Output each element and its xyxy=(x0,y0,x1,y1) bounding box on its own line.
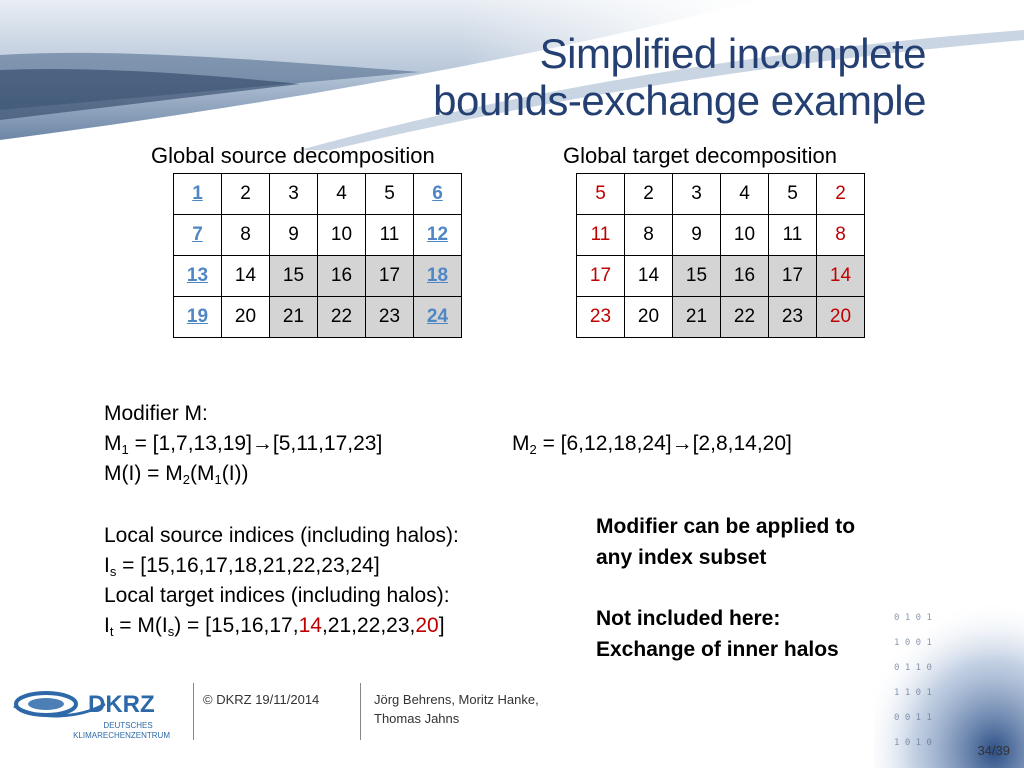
table-cell: 14 xyxy=(222,256,270,297)
table-row xyxy=(174,256,462,297)
table-cell: 5 xyxy=(577,174,625,215)
table-cell: 5 xyxy=(769,174,817,215)
footer-authors: Jörg Behrens, Moritz Hanke, Thomas Jahns xyxy=(374,692,539,726)
table-row xyxy=(577,174,865,215)
table-cell: 24 xyxy=(414,297,462,338)
table-cell: 18 xyxy=(414,256,462,297)
source-decomposition-table xyxy=(173,173,462,338)
page-number: 34/39 xyxy=(977,743,1010,758)
table-cell: 17 xyxy=(577,256,625,297)
target-decomposition-table xyxy=(576,173,865,338)
table-row xyxy=(577,256,865,297)
table-cell: 16 xyxy=(318,256,366,297)
table-cell: 12 xyxy=(414,215,462,256)
table-cell: 13 xyxy=(174,256,222,297)
table-cell: 15 xyxy=(270,256,318,297)
table-cell: 16 xyxy=(721,256,769,297)
svg-text:1 1 0 1: 1 1 0 1 xyxy=(894,688,932,698)
svg-text:0 0 1 1: 0 0 1 1 xyxy=(894,713,932,723)
footer-copyright: © DKRZ 19/11/2014 xyxy=(203,692,320,707)
table-cell: 4 xyxy=(318,174,366,215)
slide-title xyxy=(433,30,926,124)
table-cell: 2 xyxy=(222,174,270,215)
title-line-2: bounds-exchange example xyxy=(433,77,926,124)
modifier-heading: Modifier M: xyxy=(104,402,208,425)
table-cell: 3 xyxy=(270,174,318,215)
table-cell: 5 xyxy=(366,174,414,215)
svg-text:1 0 1 0: 1 0 1 0 xyxy=(894,738,932,748)
table-row xyxy=(174,297,462,338)
table-cell: 8 xyxy=(222,215,270,256)
table-cell: 23 xyxy=(366,297,414,338)
table-cell: 11 xyxy=(577,215,625,256)
table-cell: 8 xyxy=(625,215,673,256)
table-cell: 17 xyxy=(769,256,817,297)
local-indices-block xyxy=(104,521,459,641)
m2-definition: $M_2 = [6,12,18,24]\to[2,8,14,20]$ xyxy=(512,432,792,457)
table-cell: 22 xyxy=(721,297,769,338)
table-cell: 7 xyxy=(174,215,222,256)
table-cell: 4 xyxy=(721,174,769,215)
table-cell: 11 xyxy=(769,215,817,256)
table-cell: 10 xyxy=(318,215,366,256)
local-target-indices: $I_t = M(I_s) = [15,16,17,14,21,22,23,20]$ xyxy=(104,614,445,639)
arrow-icon: → xyxy=(251,432,273,455)
target-caption: Global target decomposition xyxy=(563,143,837,168)
svg-text:0 1 0 1: 0 1 0 1 xyxy=(894,613,932,623)
table-cell: 2 xyxy=(817,174,865,215)
table-cell: 1 xyxy=(174,174,222,215)
footer-divider xyxy=(360,683,361,740)
table-row xyxy=(577,215,865,256)
table-cell: 9 xyxy=(673,215,721,256)
table-cell: 20 xyxy=(222,297,270,338)
table-cell: 2 xyxy=(625,174,673,215)
table-cell: 6 xyxy=(414,174,462,215)
table-cell: 20 xyxy=(625,297,673,338)
modifier-block xyxy=(104,399,382,489)
table-cell: 21 xyxy=(270,297,318,338)
table-cell: 11 xyxy=(366,215,414,256)
local-target-heading: Local target indices (including halos): xyxy=(104,584,450,607)
svg-text:DEUTSCHES: DEUTSCHES xyxy=(103,721,153,730)
table-cell: 3 xyxy=(673,174,721,215)
table-cell: 14 xyxy=(817,256,865,297)
composition-definition: $M(I) = M_2(M_1(I))$ xyxy=(104,462,249,487)
svg-text:0 1 1 0: 0 1 1 0 xyxy=(894,663,932,673)
table-cell: 19 xyxy=(174,297,222,338)
table-cell: 23 xyxy=(769,297,817,338)
table-cell: 20 xyxy=(817,297,865,338)
table-cell: 10 xyxy=(721,215,769,256)
table-row xyxy=(174,174,462,215)
table-cell: 17 xyxy=(366,256,414,297)
source-caption: Global source decomposition xyxy=(151,143,435,168)
table-cell: 9 xyxy=(270,215,318,256)
dkrz-logo xyxy=(10,676,185,746)
svg-text:KLIMARECHENZENTRUM: KLIMARECHENZENTRUM xyxy=(73,731,170,740)
arrow-icon: → xyxy=(671,432,693,455)
note-not-included: Not included here: Exchange of inner halos xyxy=(596,607,839,661)
note-modifier: Modifier can be applied to any index subset xyxy=(596,515,856,569)
m1-definition: $M_1 = [1,7,13,19]\to[5,11,17,23]$ xyxy=(104,432,383,457)
table-cell: 15 xyxy=(673,256,721,297)
table-row xyxy=(577,297,865,338)
table-cell: 23 xyxy=(577,297,625,338)
local-source-indices: $I_s = [15,16,17,18,21,22,23,24]$ xyxy=(104,554,380,579)
table-row xyxy=(174,215,462,256)
svg-text:DKRZ: DKRZ xyxy=(88,691,155,718)
local-source-heading: Local source indices (including halos): xyxy=(104,524,459,547)
title-line-1: Simplified incomplete xyxy=(539,30,926,77)
table-cell: 21 xyxy=(673,297,721,338)
table-cell: 14 xyxy=(625,256,673,297)
footer-divider xyxy=(193,683,194,740)
table-cell: 8 xyxy=(817,215,865,256)
table-cell: 22 xyxy=(318,297,366,338)
svg-text:1 0 0 1: 1 0 0 1 xyxy=(894,638,932,648)
